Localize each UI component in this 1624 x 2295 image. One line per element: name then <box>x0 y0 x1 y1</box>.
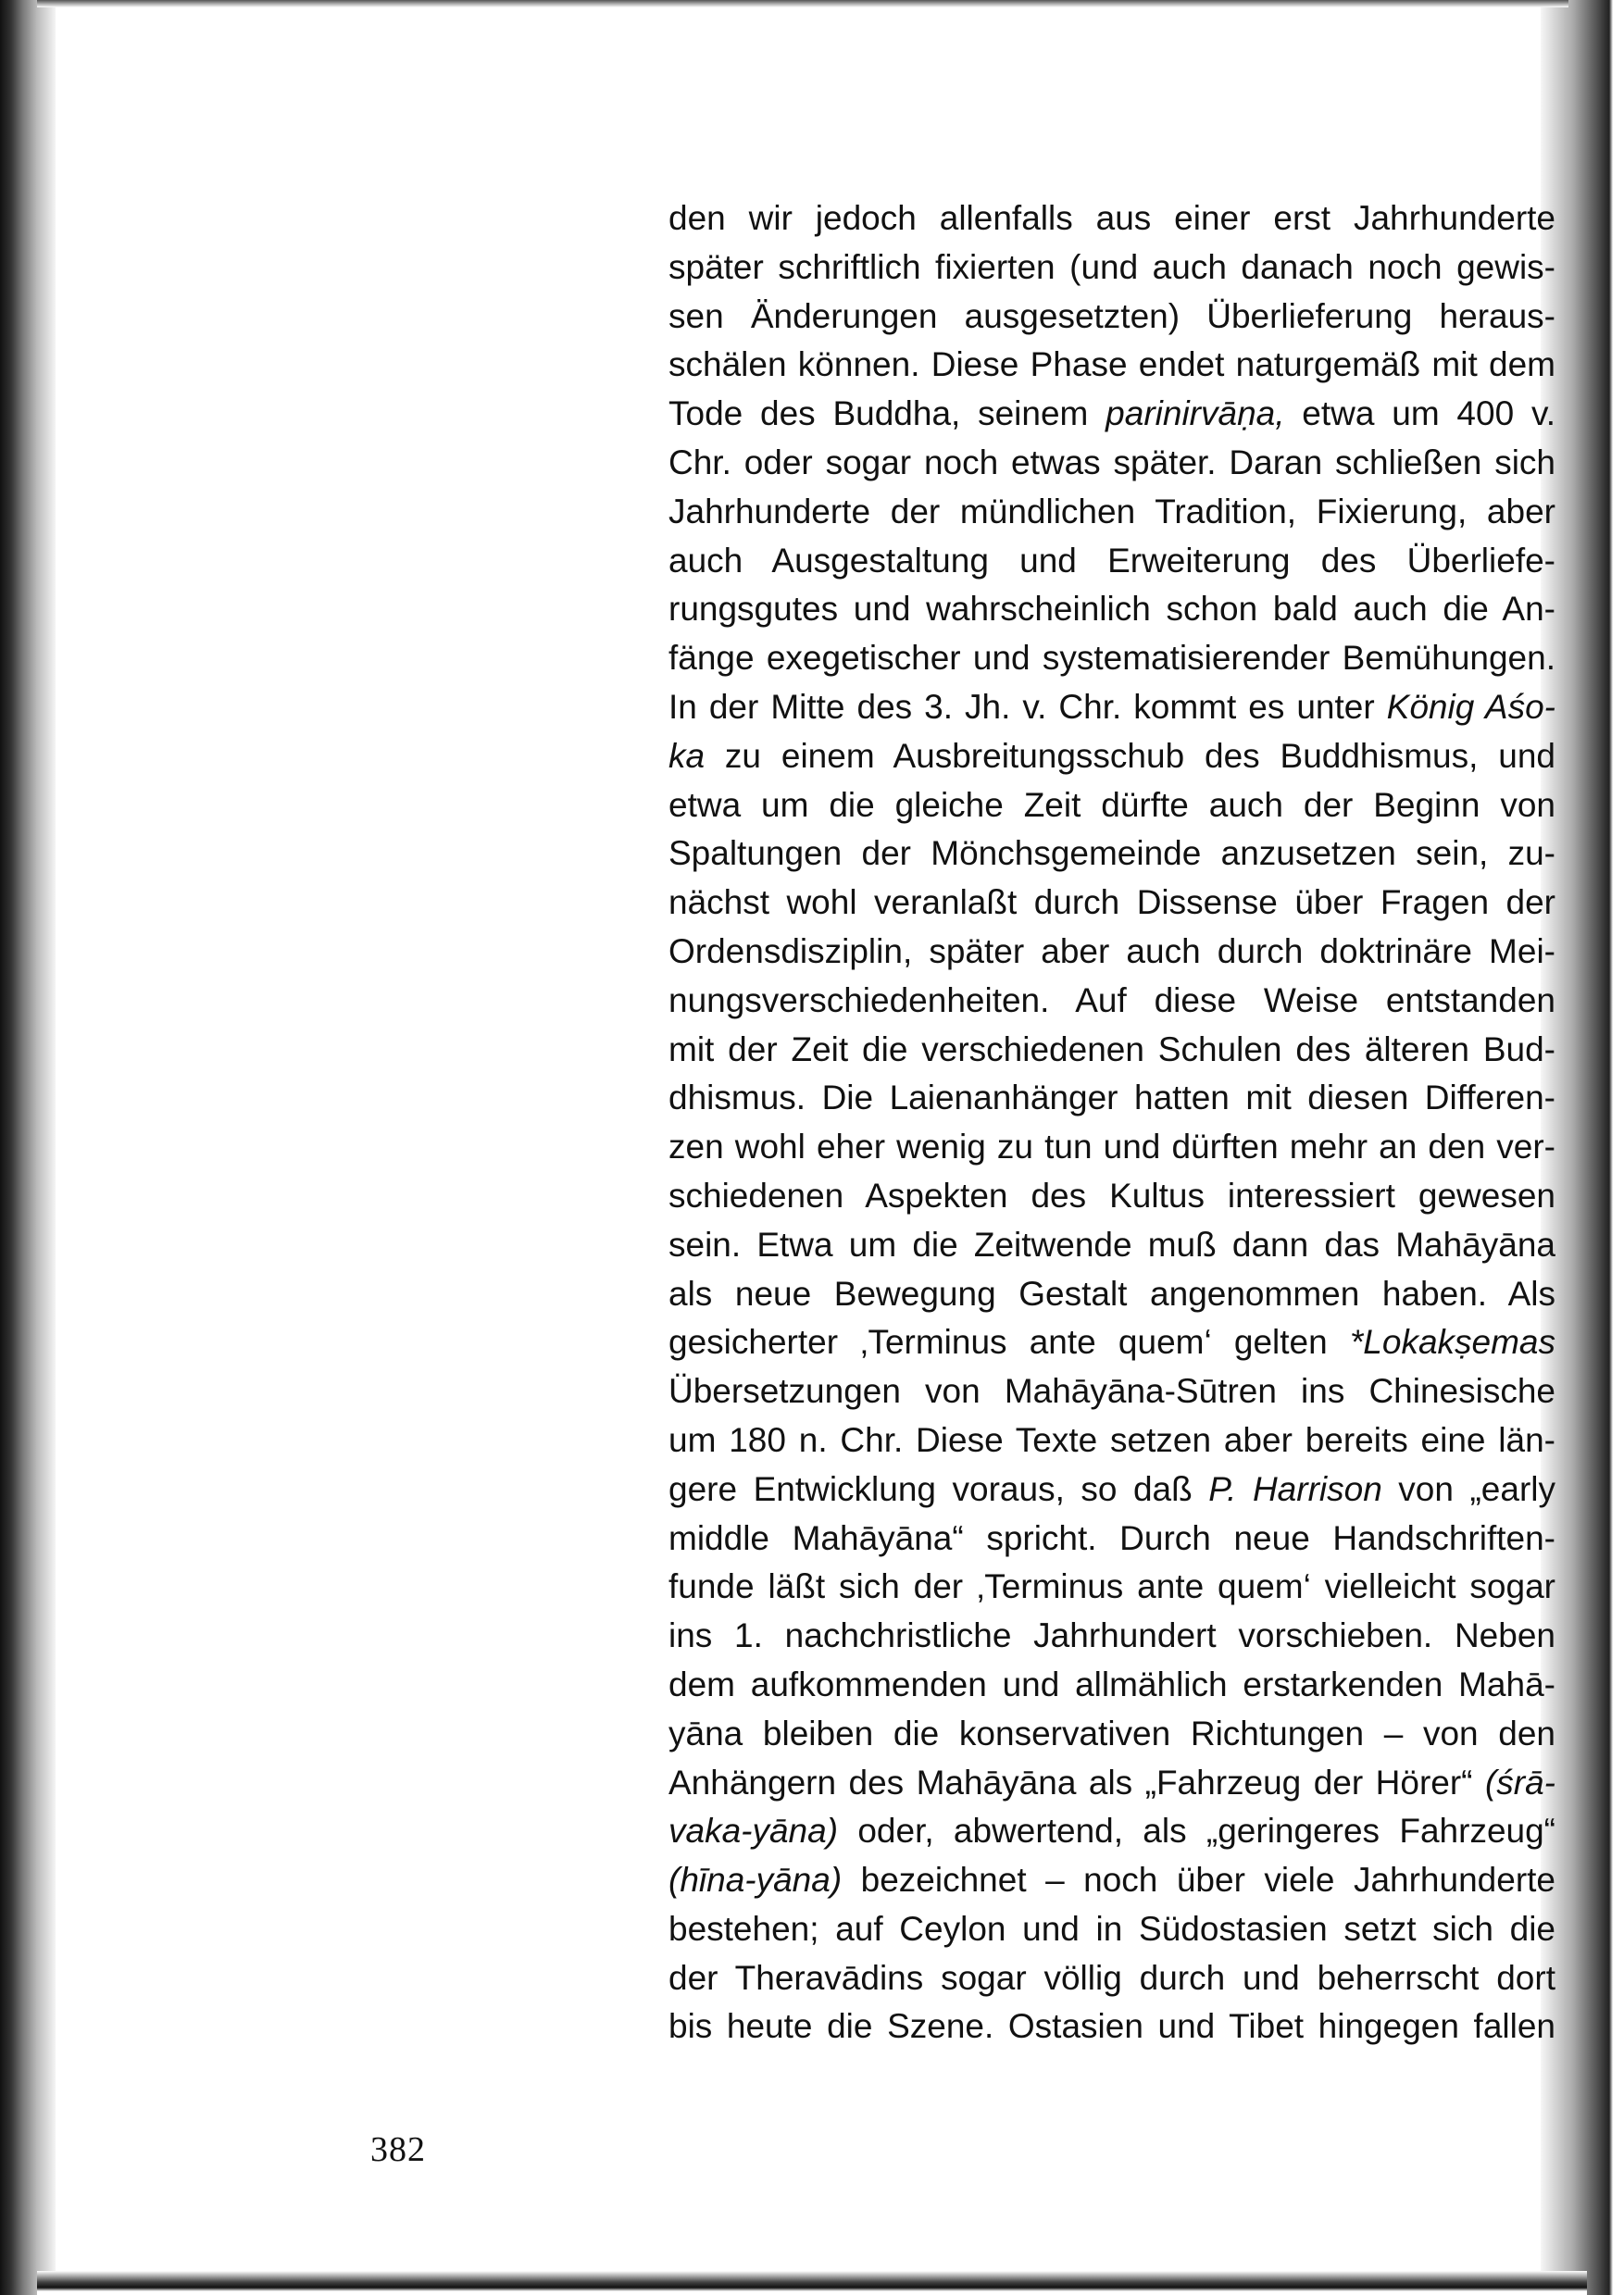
text-line <box>668 1661 1555 1710</box>
text-line <box>668 683 1555 732</box>
text-segment: funde läßt sich der ‚Terminus ante quem‘ vielleicht sogar <box>668 1567 1555 1606</box>
text-segment: bestehen; auf Ceylon und in Südostasien setzt sich die <box>668 1909 1555 1948</box>
text-segment: um 180 n. Chr. Diese Texte setzen aber bereits eine län- <box>668 1420 1555 1459</box>
text-line <box>668 977 1555 1026</box>
text-line <box>668 537 1555 586</box>
text-line <box>668 1318 1555 1367</box>
text-segment: Tode des Buddha, seinem <box>668 394 1106 433</box>
text-line <box>668 293 1555 342</box>
text-line <box>668 1466 1555 1515</box>
text-segment: mit der Zeit die verschiedenen Schulen des älteren Bud- <box>668 1029 1555 1068</box>
page-number: 382 <box>370 2130 426 2169</box>
text-line <box>668 1856 1555 1905</box>
text-line <box>668 1416 1555 1466</box>
text-line <box>668 390 1555 439</box>
text-line <box>668 781 1555 830</box>
text-segment: nächst wohl veranlaßt durch Dissense über Fragen der <box>668 883 1555 922</box>
text-line <box>668 928 1555 977</box>
text-line <box>668 585 1555 634</box>
text-line <box>668 1563 1555 1612</box>
text-segment: Chr. oder sogar noch etwas später. Daran schließen sich <box>668 443 1555 481</box>
body-text <box>668 194 1555 2052</box>
text-segment: später schriftlich fixierten (und auch danach noch gewis- <box>668 247 1555 286</box>
text-line <box>668 1515 1555 1564</box>
text-segment: middle Mahāyāna“ spricht. Durch neue Handschriften- <box>668 1518 1555 1557</box>
text-segment: fänge exegetischer und systematisierender Bemühungen. <box>668 639 1555 678</box>
text-segment: ins 1. nachchristliche Jahrhundert vorschieben. Neben <box>668 1616 1555 1655</box>
text-segment: Ordensdisziplin, später aber auch durch doktrinäre Mei- <box>668 931 1555 970</box>
italic-term: König Aśo- <box>1386 687 1555 726</box>
text-line <box>668 732 1555 781</box>
text-line <box>668 1123 1555 1172</box>
text-line <box>668 1710 1555 1759</box>
italic-term: P. Harrison <box>1208 1469 1382 1508</box>
text-segment: von „early <box>1381 1469 1555 1508</box>
text-segment: Anhängern des Mahāyāna als „Fahrzeug der Hörer“ <box>668 1763 1485 1802</box>
text-line <box>668 1807 1555 1856</box>
text-segment: In der Mitte des 3. Jh. v. Chr. kommt es unter <box>668 687 1387 726</box>
text-segment: Jahrhunderte der mündlichen Tradition, Fixierung, aber <box>668 492 1555 530</box>
text-line <box>668 488 1555 537</box>
text-line <box>668 879 1555 928</box>
text-segment: der Theravādins sogar völlig durch und beherrscht dort <box>668 1958 1555 1997</box>
text-line <box>668 829 1555 879</box>
text-line <box>668 2002 1555 2052</box>
italic-term: vaka-yāna) <box>668 1812 839 1851</box>
text-line <box>668 1074 1555 1123</box>
text-segment: etwa um 400 v. <box>1284 394 1555 433</box>
text-segment: bezeichnet – noch über viele Jahrhunderte <box>842 1861 1555 1900</box>
text-line <box>668 1270 1555 1319</box>
text-segment: nungsverschiedenheiten. Auf diese Weise entstanden <box>668 980 1555 1019</box>
text-segment: yāna bleiben die konservativen Richtungen – von den <box>668 1714 1555 1752</box>
text-segment: bis heute die Szene. Ostasien und Tibet hingegen fallen <box>668 2007 1555 2046</box>
text-segment: den wir jedoch allenfalls aus einer erst Jahrhunderte <box>668 199 1555 237</box>
text-segment: oder, abwertend, als „geringeres Fahrzeug“ <box>838 1812 1555 1851</box>
text-line <box>668 341 1555 390</box>
italic-term: ka <box>668 736 706 775</box>
text-line <box>668 1221 1555 1270</box>
text-segment: zen wohl eher wenig zu tun und dürften mehr an den ver- <box>668 1128 1555 1166</box>
text-segment: gesicherter ‚Terminus ante quem‘ gelten <box>668 1323 1350 1362</box>
text-line <box>668 1759 1555 1808</box>
text-segment: dem aufkommenden und allmählich erstarkenden Mahā- <box>668 1665 1555 1703</box>
scan-edge-top <box>37 0 1568 7</box>
text-segment: zu einem Ausbreitungsschub des Buddhismus, und <box>705 736 1555 775</box>
text-segment: dhismus. Die Laienanhänger hatten mit diesen Differen- <box>668 1079 1555 1117</box>
text-segment: schälen können. Diese Phase endet naturgemäß mit dem <box>668 345 1555 384</box>
text-line <box>668 1026 1555 1075</box>
text-line <box>668 1905 1555 1954</box>
text-segment: schiedenen Aspekten des Kultus interessiert gewesen <box>668 1176 1555 1215</box>
text-line <box>668 194 1555 243</box>
text-segment: Spaltungen der Mönchsgemeinde anzusetzen sein, zu- <box>668 834 1555 873</box>
text-segment: sein. Etwa um die Zeitwende muß dann das Mahāyāna <box>668 1225 1555 1264</box>
text-segment: Übersetzungen von Mahāyāna-Sūtren ins Chinesische <box>668 1372 1555 1411</box>
italic-term: (śrā- <box>1484 1763 1555 1802</box>
text-segment: gere Entwicklung voraus, so daß <box>668 1469 1209 1508</box>
text-line <box>668 243 1555 293</box>
text-line <box>668 1612 1555 1661</box>
text-segment: rungsgutes und wahrscheinlich schon bald auch die An- <box>668 590 1555 629</box>
italic-term: (hīna-yāna) <box>668 1861 843 1900</box>
text-line <box>668 1367 1555 1416</box>
text-segment: auch Ausgestaltung und Erweiterung des Überliefe- <box>668 541 1555 580</box>
text-line <box>668 1954 1555 2003</box>
text-segment: etwa um die gleiche Zeit dürfte auch der Beginn von <box>668 785 1555 824</box>
scan-shadow-left <box>0 0 56 2295</box>
text-segment: als neue Bewegung Gestalt angenommen haben. Als <box>668 1274 1555 1313</box>
scan-edge-bottom <box>37 2271 1587 2295</box>
italic-term: parinirvāṇa, <box>1106 394 1285 433</box>
italic-term: *Lokakṣemas <box>1349 1323 1555 1362</box>
text-segment: sen Änderungen ausgesetzten) Überlieferung heraus- <box>668 296 1555 335</box>
text-line <box>668 1172 1555 1221</box>
text-line <box>668 634 1555 683</box>
text-line <box>668 439 1555 488</box>
